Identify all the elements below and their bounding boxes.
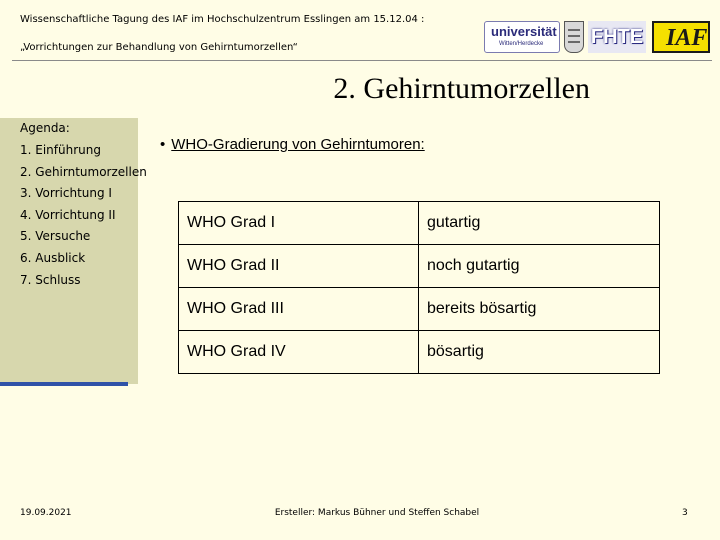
university-logo-subtext: Witten/Herdecke [499,41,544,47]
description-cell: bereits bösartig [419,288,660,331]
agenda-underline [0,382,128,386]
grade-cell: WHO Grad II [179,245,419,288]
fhte-logo: FHTE [588,21,646,53]
table-row [179,245,660,288]
page-number: 3 [682,508,688,518]
slide-title: 2. Gehirntumorzellen [333,72,590,105]
content-bullet [160,136,425,153]
agenda-item-gehirntumorzellen: 2. Gehirntumorzellen [20,165,147,179]
table-row [179,288,660,331]
agenda-title: Agenda: [20,121,70,135]
header-line-2: „Vorrichtungen zur Behandlung von Gehirntumorzellen“ [20,42,298,53]
grade-cell: WHO Grad IV [179,331,419,374]
description-cell: gutartig [419,202,660,245]
agenda-item-schluss: 7. Schluss [20,273,81,287]
bullet-text: WHO-Gradierung von Gehirntumoren: [171,136,425,153]
logo-bar [484,21,712,53]
agenda-item-vorrichtung-1: 3. Vorrichtung I [20,186,112,200]
iaf-logo [652,21,710,53]
grade-cell: WHO Grad I [179,202,419,245]
agenda-item-einfuehrung: 1. Einführung [20,143,101,157]
agenda-item-ausblick: 6. Ausblick [20,251,86,265]
description-cell: bösartig [419,331,660,374]
crest-icon [564,21,584,53]
who-grade-table [178,201,660,374]
description-cell: noch gutartig [419,245,660,288]
agenda-item-versuche: 5. Versuche [20,229,91,243]
footer-author: Ersteller: Markus Bühner und Steffen Schabel [274,508,480,518]
header-divider [12,60,712,61]
agenda-item-vorrichtung-2: 4. Vorrichtung II [20,208,116,222]
iaf-logo-mark: IAF [666,25,708,51]
table-row [179,202,660,245]
header-line-1: Wissenschaftliche Tagung des IAF im Hochschulzentrum Esslingen am 15.12.04 : [20,14,425,25]
footer-date: 19.09.2021 [20,508,72,518]
university-logo [484,21,560,53]
table-row [179,331,660,374]
university-logo-text: universität [491,24,557,39]
bullet-dot-icon: • [160,136,166,153]
grade-cell: WHO Grad III [179,288,419,331]
